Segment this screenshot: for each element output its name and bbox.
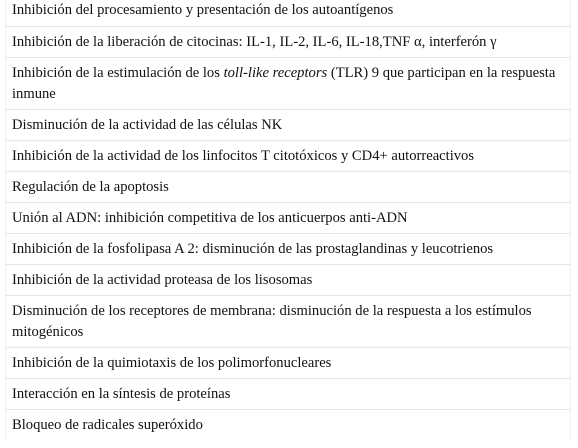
table-row (6, 0, 571, 26)
table-row (6, 57, 571, 109)
table-row (6, 26, 571, 57)
table-cell (6, 57, 571, 109)
table-cell: Disminución de los receptores de membrana: disminución de la respuesta a los estímulos mitogénicos (6, 295, 571, 347)
table-row (6, 295, 571, 347)
mechanisms-table (5, 0, 571, 440)
table-cell: Inhibición de la liberación de citocinas: IL-1, IL-2, IL-6, IL-18,TNF α, interferón γ (6, 26, 571, 57)
table-cell: Inhibición de la fosfolipasa A 2: disminución de las prostaglandinas y leucotrienos (6, 233, 571, 264)
table-row (6, 264, 571, 295)
table-cell: Interacción en la síntesis de proteínas (6, 378, 571, 409)
table-cell: Regulación de la apoptosis (6, 171, 571, 202)
table-cell: Unión al ADN: inhibición competitiva de los anticuerpos anti-ADN (6, 202, 571, 233)
table-cell: Inhibición de la actividad de los linfocitos T citotóxicos y CD4+ autorreactivos (6, 140, 571, 171)
cell-text-italic: toll-like receptors (223, 64, 328, 81)
table-cell: Bloqueo de radicales superóxido (6, 409, 571, 440)
table-row (6, 171, 571, 202)
table-row (6, 347, 571, 378)
table-row (6, 202, 571, 233)
table-cell: Disminución de la actividad de las células NK (6, 109, 571, 140)
table-row (6, 140, 571, 171)
table-row (6, 109, 571, 140)
table-cell: Inhibición de la quimiotaxis de los polimorfonucleares (6, 347, 571, 378)
cell-text-before: Inhibición de la estimulación de los (12, 64, 224, 81)
cell-text-after: (TLR) 9 que participan en la respuesta inmune (12, 64, 556, 102)
table-row (6, 409, 571, 440)
table-row (6, 233, 571, 264)
table-row (6, 378, 571, 409)
mechanisms-table-container (5, 0, 571, 440)
table-cell: Inhibición del procesamiento y presentación de los autoantígenos (6, 0, 571, 26)
table-cell: Inhibición de la actividad proteasa de los lisosomas (6, 264, 571, 295)
